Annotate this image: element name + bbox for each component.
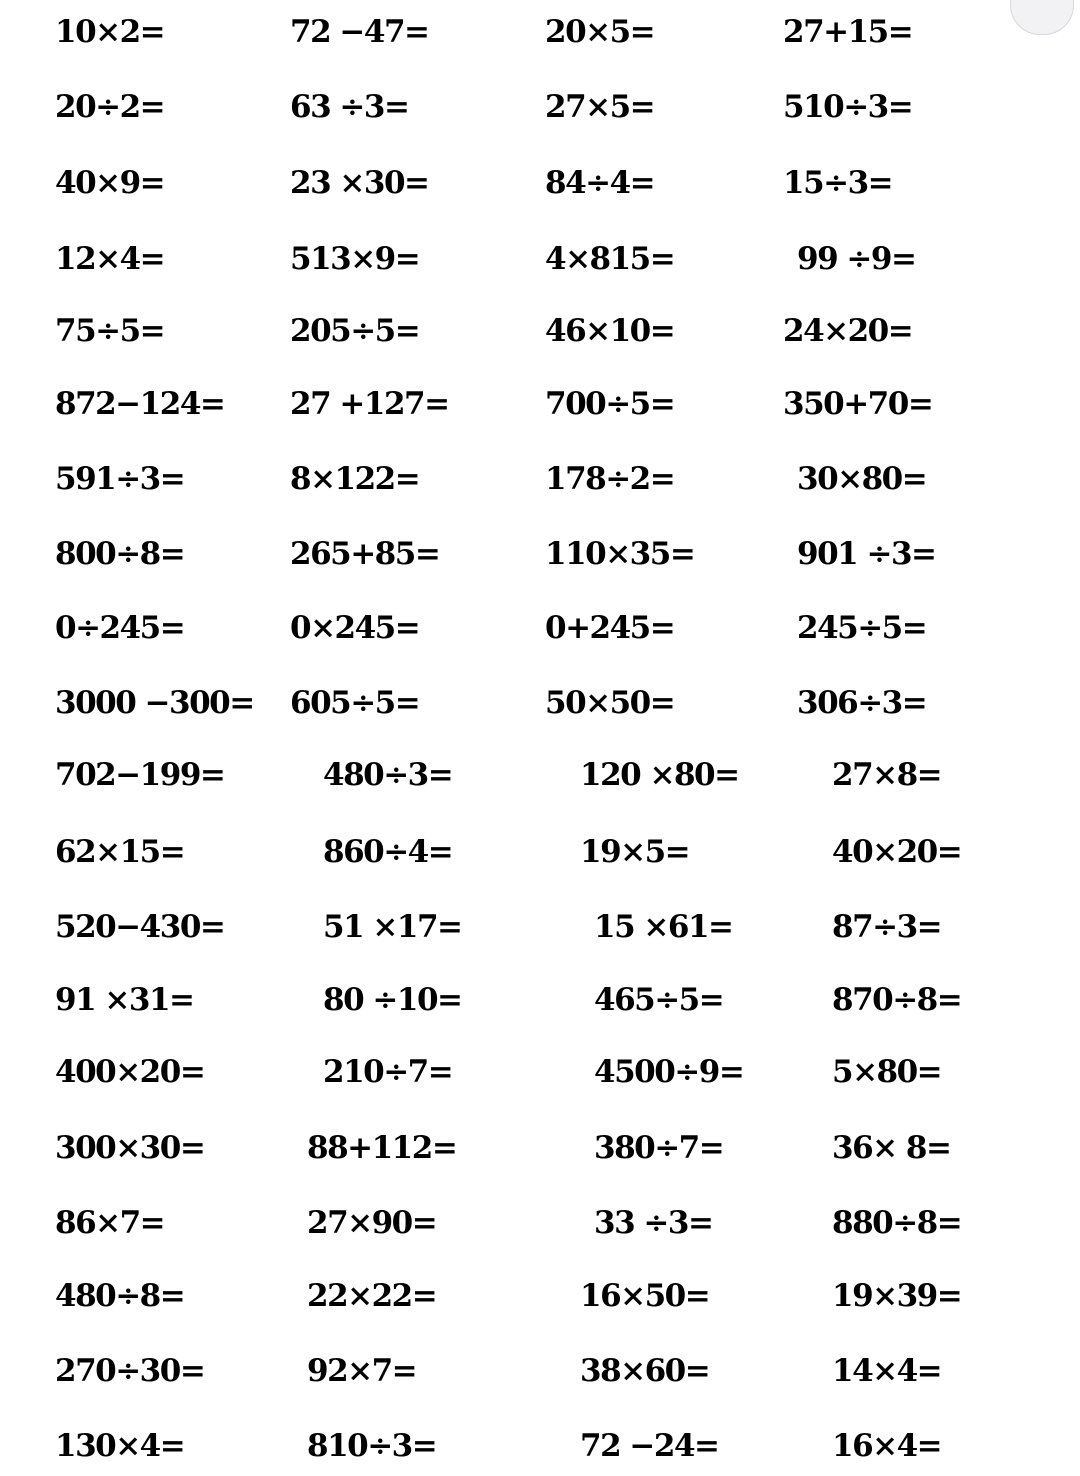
problem-row: [0, 1193, 1080, 1253]
arithmetic-problem: 19×5=: [580, 834, 690, 870]
arithmetic-problem: 0×245=: [290, 610, 420, 646]
arithmetic-problem: 860÷4=: [323, 834, 453, 870]
problem-row: [0, 1416, 1080, 1476]
arithmetic-problem: 72 −47=: [290, 14, 429, 50]
arithmetic-problem: 46×10=: [545, 313, 675, 349]
arithmetic-problem: 110×35=: [545, 536, 695, 572]
arithmetic-problem: 91 ×31=: [55, 982, 194, 1018]
arithmetic-problem: 880÷8=: [832, 1205, 962, 1241]
arithmetic-problem: 50×50=: [545, 685, 675, 721]
arithmetic-problem: 5×80=: [832, 1054, 942, 1090]
problem-row: [0, 449, 1080, 509]
arithmetic-problem: 10×2=: [55, 14, 165, 50]
arithmetic-problem: 99 ÷9=: [797, 241, 916, 277]
problem-row: [0, 153, 1080, 213]
problem-row: [0, 77, 1080, 137]
arithmetic-problem: 36× 8=: [832, 1130, 951, 1166]
arithmetic-problem: 23 ×30=: [290, 165, 429, 201]
arithmetic-problem: 38×60=: [580, 1353, 710, 1389]
problem-row: [0, 598, 1080, 658]
arithmetic-problem: 700÷5=: [545, 386, 675, 422]
problem-row: [0, 745, 1080, 805]
problem-row: [0, 1042, 1080, 1102]
problem-row: [0, 1118, 1080, 1178]
arithmetic-problem: 72 −24=: [580, 1428, 719, 1464]
arithmetic-problem: 265+85=: [290, 536, 440, 572]
arithmetic-problem: 51 ×17=: [323, 909, 462, 945]
arithmetic-problem: 16×4=: [832, 1428, 942, 1464]
arithmetic-problem: 63 ÷3=: [290, 89, 409, 125]
arithmetic-problem: 872−124=: [55, 386, 225, 422]
arithmetic-problem: 20÷2=: [55, 89, 165, 125]
arithmetic-problem: 92×7=: [307, 1353, 417, 1389]
arithmetic-problem: 605÷5=: [290, 685, 420, 721]
arithmetic-problem: 19×39=: [832, 1278, 962, 1314]
arithmetic-problem: 480÷3=: [323, 757, 453, 793]
arithmetic-problem: 350+70=: [783, 386, 933, 422]
problem-row: [0, 2, 1080, 62]
arithmetic-problem: 3000 −300=: [55, 685, 254, 721]
arithmetic-problem: 88+112=: [307, 1130, 457, 1166]
arithmetic-problem: 702−199=: [55, 757, 225, 793]
arithmetic-problem: 810÷3=: [307, 1428, 437, 1464]
arithmetic-problem: 27+15=: [783, 14, 913, 50]
problem-row: [0, 301, 1080, 361]
arithmetic-problem: 591÷3=: [55, 461, 185, 497]
arithmetic-problem: 27×90=: [307, 1205, 437, 1241]
arithmetic-problem: 80 ÷10=: [323, 982, 462, 1018]
arithmetic-problem: 901 ÷3=: [797, 536, 936, 572]
arithmetic-problem: 0÷245=: [55, 610, 185, 646]
arithmetic-problem: 120 ×80=: [580, 757, 739, 793]
arithmetic-problem: 24×20=: [783, 313, 913, 349]
arithmetic-problem: 33 ÷3=: [594, 1205, 713, 1241]
arithmetic-problem: 27×8=: [832, 757, 942, 793]
arithmetic-problem: 4×815=: [545, 241, 675, 277]
arithmetic-problem: 510÷3=: [783, 89, 913, 125]
arithmetic-problem: 306÷3=: [797, 685, 927, 721]
problem-row: [0, 524, 1080, 584]
arithmetic-problem: 16×50=: [580, 1278, 710, 1314]
problem-row: [0, 673, 1080, 733]
problem-row: [0, 970, 1080, 1030]
arithmetic-problem: 75÷5=: [55, 313, 165, 349]
arithmetic-problem: 178÷2=: [545, 461, 675, 497]
arithmetic-problem: 513×9=: [290, 241, 420, 277]
arithmetic-problem: 27 +127=: [290, 386, 449, 422]
arithmetic-problem: 40×9=: [55, 165, 165, 201]
arithmetic-problem: 465÷5=: [594, 982, 724, 1018]
arithmetic-problem: 130×4=: [55, 1428, 185, 1464]
arithmetic-problem: 205÷5=: [290, 313, 420, 349]
arithmetic-problem: 40×20=: [832, 834, 962, 870]
arithmetic-problem: 62×15=: [55, 834, 185, 870]
arithmetic-problem: 480÷8=: [55, 1278, 185, 1314]
arithmetic-problem: 20×5=: [545, 14, 655, 50]
problem-row: [0, 229, 1080, 289]
arithmetic-problem: 15÷3=: [783, 165, 893, 201]
arithmetic-problem: 870÷8=: [832, 982, 962, 1018]
arithmetic-problem: 12×4=: [55, 241, 165, 277]
arithmetic-problem: 22×22=: [307, 1278, 437, 1314]
arithmetic-problem: 4500÷9=: [594, 1054, 744, 1090]
arithmetic-problem: 520−430=: [55, 909, 225, 945]
arithmetic-problem: 245÷5=: [797, 610, 927, 646]
arithmetic-problem: 300×30=: [55, 1130, 205, 1166]
arithmetic-problem: 270÷30=: [55, 1353, 205, 1389]
arithmetic-problem: 30×80=: [797, 461, 927, 497]
arithmetic-problem: 86×7=: [55, 1205, 165, 1241]
arithmetic-problem: 15 ×61=: [594, 909, 733, 945]
arithmetic-problem: 0+245=: [545, 610, 675, 646]
arithmetic-problem: 800÷8=: [55, 536, 185, 572]
problem-row: [0, 374, 1080, 434]
problem-row: [0, 1266, 1080, 1326]
arithmetic-problem: 210÷7=: [323, 1054, 453, 1090]
problem-row: [0, 897, 1080, 957]
arithmetic-problem: 400×20=: [55, 1054, 205, 1090]
arithmetic-problem: 380÷7=: [594, 1130, 724, 1166]
arithmetic-problem: 84÷4=: [545, 165, 655, 201]
arithmetic-problem: 87÷3=: [832, 909, 942, 945]
problem-row: [0, 1341, 1080, 1401]
arithmetic-problem: 8×122=: [290, 461, 420, 497]
arithmetic-problem: 14×4=: [832, 1353, 942, 1389]
problem-row: [0, 822, 1080, 882]
arithmetic-problem: 27×5=: [545, 89, 655, 125]
